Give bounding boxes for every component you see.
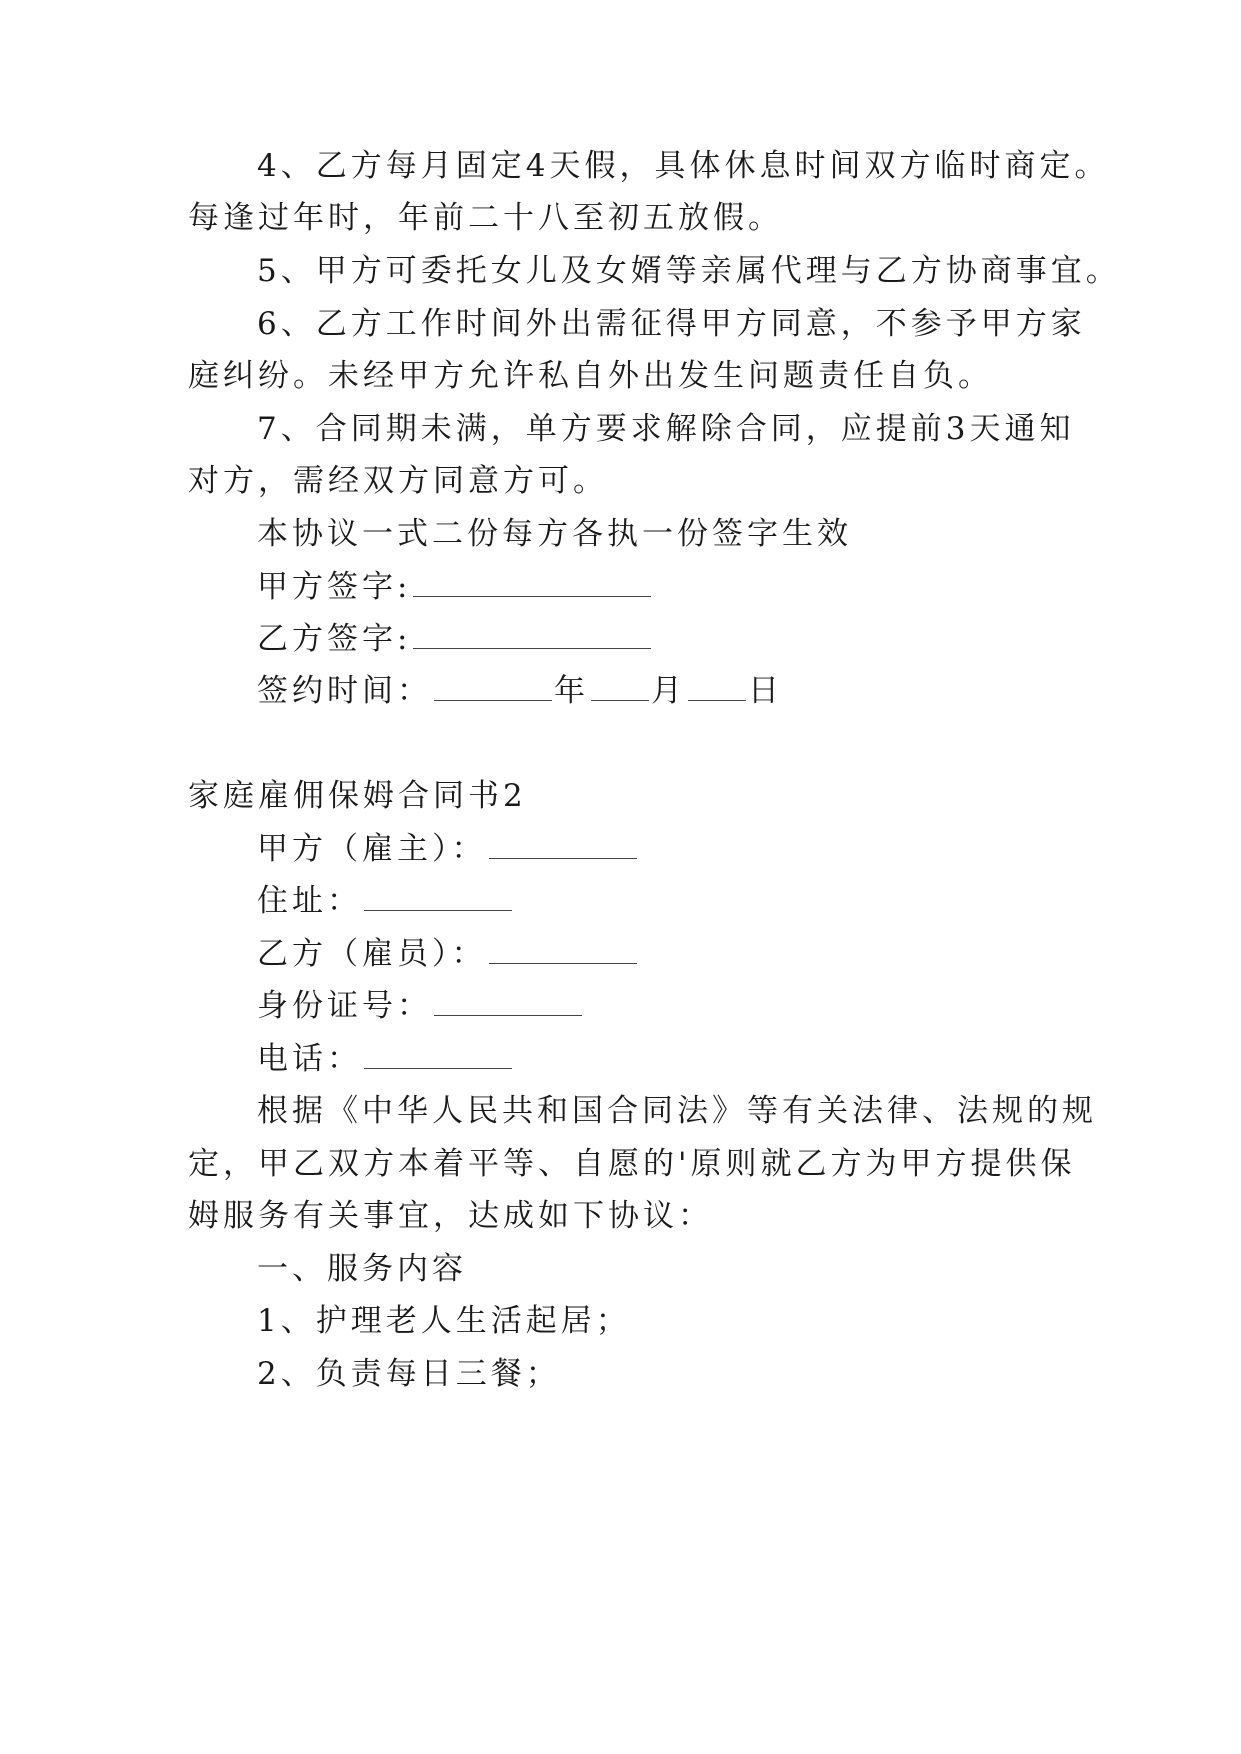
clause-5: 5、甲方可委托女儿及女婿等亲属代理与乙方协商事宜。 bbox=[257, 253, 1121, 289]
employer-label: 甲方（雇主）： bbox=[257, 831, 487, 867]
employer-blank bbox=[489, 830, 637, 859]
sign-date-label: 签约时间： bbox=[257, 673, 432, 709]
id-number-line bbox=[257, 986, 584, 1026]
party-a-signature-blank bbox=[413, 568, 651, 597]
employee-blank bbox=[489, 935, 637, 964]
month-blank bbox=[591, 672, 649, 701]
clause-7-line-1: 7、合同期未满，单方要求解除合同，应提前3天通知 bbox=[257, 411, 1075, 447]
address-line bbox=[257, 881, 514, 921]
employee-label: 乙方（雇员）： bbox=[257, 936, 487, 972]
day-blank bbox=[688, 672, 746, 701]
phone-blank bbox=[364, 1040, 512, 1069]
service-item-1: 1、护理老人生活起居； bbox=[257, 1303, 631, 1339]
year-blank bbox=[434, 672, 552, 701]
clause-6-line-2: 庭纠纷。未经甲方允许私自外出发生问题责任自负。 bbox=[188, 358, 993, 394]
party-b-signature-line bbox=[257, 619, 653, 659]
clause-7-line-2: 对方，需经双方同意方可。 bbox=[188, 463, 608, 499]
year-label: 年 bbox=[554, 673, 589, 709]
sign-date-line bbox=[257, 671, 783, 711]
party-a-sign-label: 甲方签字: bbox=[257, 569, 412, 605]
party-a-signature-line bbox=[257, 567, 653, 607]
month-label: 月 bbox=[651, 673, 686, 709]
phone-label: 电话： bbox=[257, 1041, 362, 1077]
phone-line bbox=[257, 1039, 514, 1079]
preamble-line-3: 姆服务有关事宜，达成如下协议： bbox=[188, 1198, 713, 1234]
preamble-line-1: 根据《中华人民共和国合同法》等有关法律、法规的规 bbox=[257, 1093, 1097, 1129]
id-number-blank bbox=[434, 987, 582, 1016]
employer-line bbox=[257, 829, 639, 869]
service-item-2: 2、负责每日三餐； bbox=[257, 1356, 561, 1392]
id-number-label: 身份证号： bbox=[257, 988, 432, 1024]
clause-4-line-1: 4、乙方每月固定4天假，具体休息时间双方临时商定。 bbox=[257, 148, 1110, 184]
employee-line bbox=[257, 934, 639, 974]
section-2-title: 家庭雇佣保姆合同书2 bbox=[188, 778, 527, 814]
party-b-signature-blank bbox=[413, 620, 651, 649]
address-label: 住址： bbox=[257, 883, 362, 919]
day-label: 日 bbox=[748, 673, 783, 709]
effect-note: 本协议一式二份每方各执一份签字生效 bbox=[257, 516, 852, 552]
clause-6-line-1: 6、乙方工作时间外出需征得甲方同意，不参予甲方家 bbox=[257, 306, 1086, 342]
service-heading: 一、服务内容 bbox=[257, 1251, 467, 1287]
clause-4-line-2: 每逢过年时，年前二十八至初五放假。 bbox=[188, 200, 783, 236]
party-b-sign-label: 乙方签字: bbox=[257, 621, 412, 657]
preamble-line-2: 定，甲乙双方本着平等、自愿的'原则就乙方为甲方提供保 bbox=[188, 1146, 1076, 1182]
address-blank bbox=[364, 882, 512, 911]
